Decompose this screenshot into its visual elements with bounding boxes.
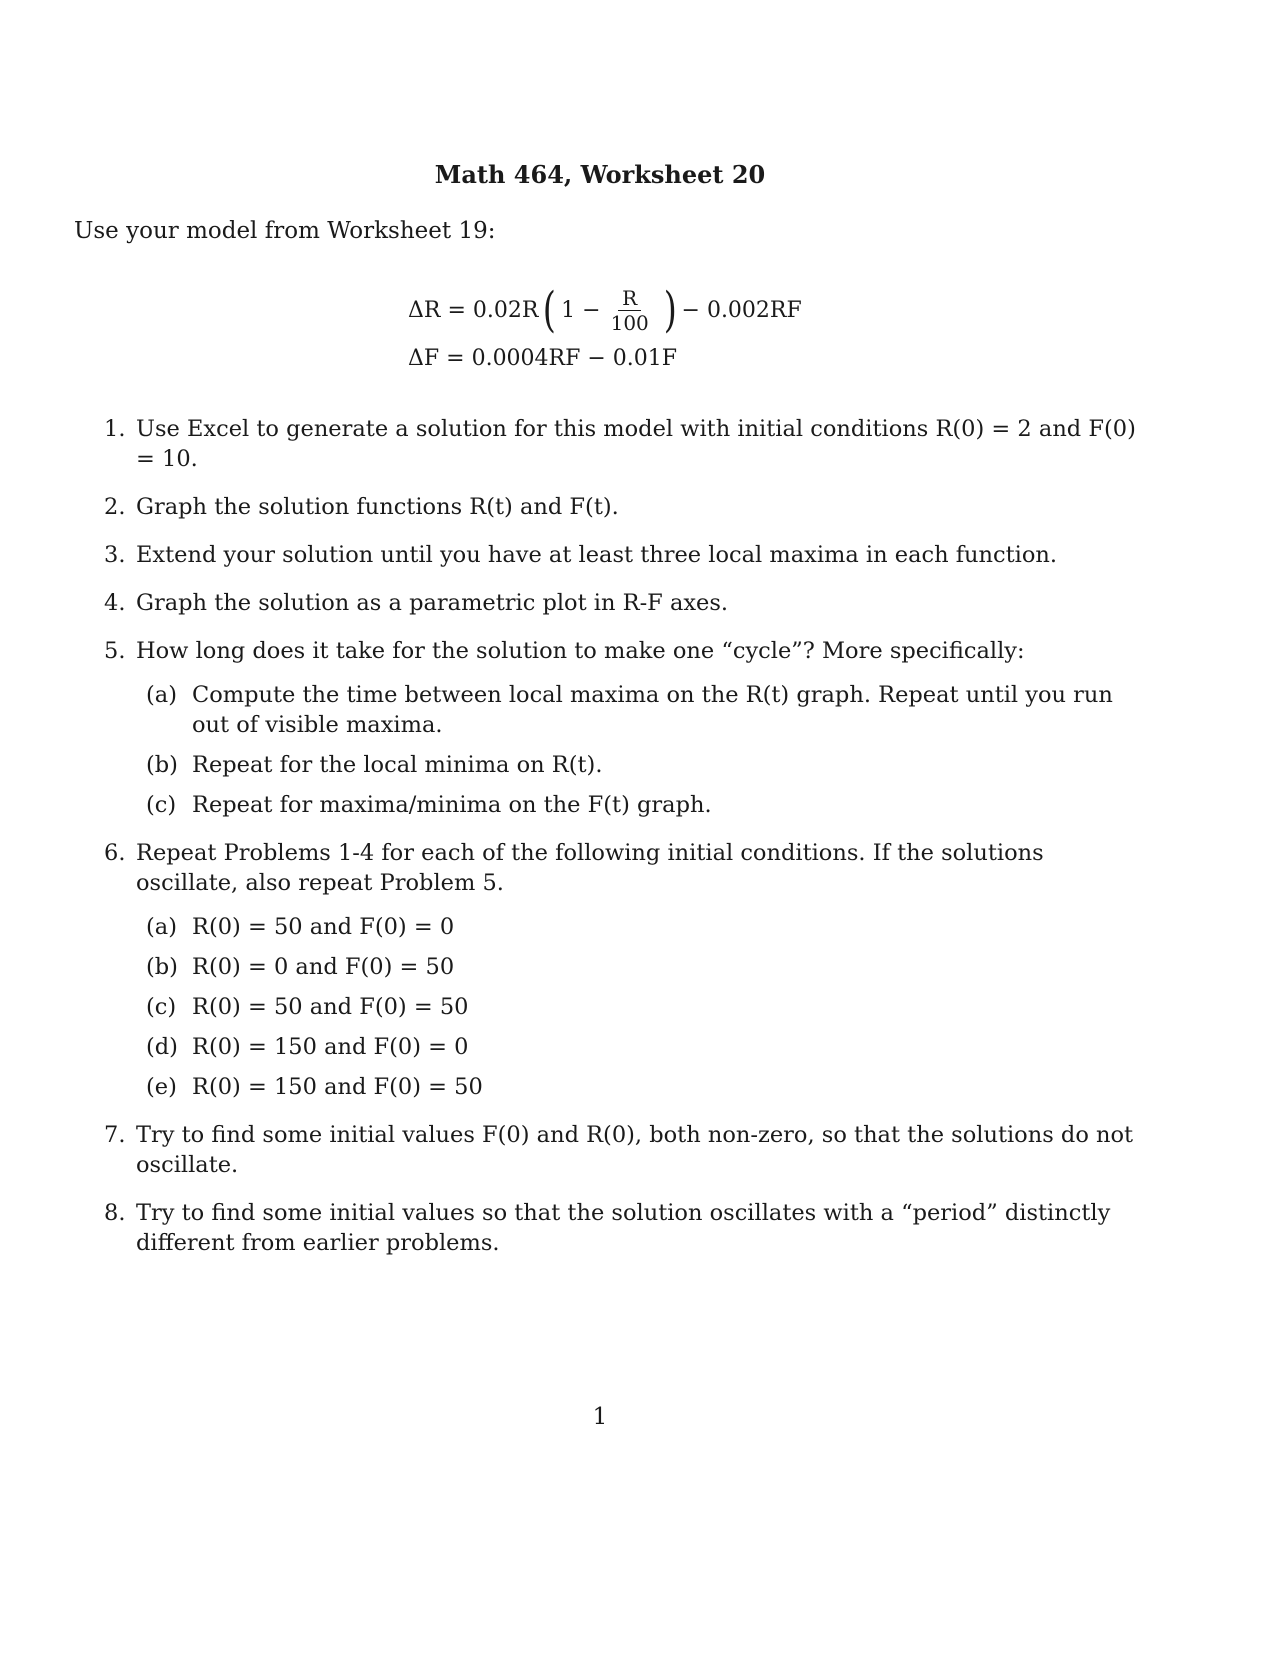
subproblem-item xyxy=(146,992,1136,1022)
subproblem-label: (a) xyxy=(146,914,177,940)
subproblem-item xyxy=(146,680,1136,740)
subproblem-text: Repeat for the local minima on R(t). xyxy=(192,752,603,778)
subproblem-label: (c) xyxy=(146,792,177,818)
fraction-numerator: R xyxy=(618,286,641,311)
problem-item xyxy=(104,1120,1136,1180)
subproblem-item xyxy=(146,912,1136,942)
problem-text: Use Excel to generate a solution for this model with initial conditions R(0) = 2 and F(0) = 10. xyxy=(136,416,1136,472)
subproblem-text: R(0) = 150 and F(0) = 50 xyxy=(192,1074,483,1100)
subproblem-item xyxy=(146,790,1136,820)
subproblem-text: R(0) = 50 and F(0) = 50 xyxy=(192,994,469,1020)
problem-number: 8. xyxy=(104,1200,126,1226)
subproblem-label: (b) xyxy=(146,954,178,980)
problem-text: Repeat Problems 1-4 for each of the following initial conditions. If the solutions oscillate, also repeat Problem 5. xyxy=(136,840,1044,896)
problem-number: 6. xyxy=(104,840,126,866)
problem-text: Graph the solution functions R(t) and F(t). xyxy=(136,494,619,520)
problem-number: 4. xyxy=(104,590,126,616)
problem-item xyxy=(104,540,1136,570)
problem-text: Graph the solution as a parametric plot in R-F axes. xyxy=(136,590,729,616)
eq1-right: − 0.002RF xyxy=(681,297,802,323)
problem-item xyxy=(104,636,1136,820)
problem-number: 7. xyxy=(104,1122,126,1148)
subproblem-text: Repeat for maxima/minima on the F(t) graph. xyxy=(192,792,712,818)
model-equations xyxy=(408,282,802,378)
subproblem-item xyxy=(146,750,1136,780)
subproblem-label: (e) xyxy=(146,1074,177,1100)
problem-item xyxy=(104,492,1136,522)
fraction-denominator: 100 xyxy=(610,310,649,335)
intro-text: Use your model from Worksheet 19: xyxy=(74,218,496,244)
problem-list xyxy=(104,414,1136,1276)
subproblem-item xyxy=(146,1032,1136,1062)
eq1-one-minus: 1 − xyxy=(561,297,601,323)
equation-delta-f xyxy=(408,338,802,378)
problem-text: Try to find some initial values so that the solution oscillates with a “period” distinctly different from earlier problems. xyxy=(136,1200,1111,1256)
problem-text: Extend your solution until you have at least three local maxima in each function. xyxy=(136,542,1058,568)
fraction xyxy=(607,286,653,335)
subproblem-text: R(0) = 150 and F(0) = 0 xyxy=(192,1034,469,1060)
problem-number: 5. xyxy=(104,638,126,664)
right-paren: ) xyxy=(663,282,677,338)
problem-item xyxy=(104,838,1136,1102)
subproblem-label: (a) xyxy=(146,682,177,708)
subproblem-item xyxy=(146,1072,1136,1102)
page-title: Math 464, Worksheet 20 xyxy=(434,160,766,189)
problem-number: 3. xyxy=(104,542,126,568)
subproblem-label: (b) xyxy=(146,752,178,778)
subproblem-text: Compute the time between local maxima on the R(t) graph. Repeat until you run out of visible maxima. xyxy=(192,682,1113,738)
eq1-left: ΔR = 0.02R xyxy=(408,297,539,323)
equation-delta-r xyxy=(408,282,802,338)
left-paren: ( xyxy=(543,282,557,338)
subproblem-text: R(0) = 50 and F(0) = 0 xyxy=(192,914,455,940)
problem-text: How long does it take for the solution to make one “cycle”? More specifically: xyxy=(136,638,1025,664)
page-number: 1 xyxy=(592,1404,608,1430)
subproblem-label: (c) xyxy=(146,994,177,1020)
subproblem-item xyxy=(146,952,1136,982)
subproblem-list xyxy=(146,912,1136,1102)
problem-item xyxy=(104,414,1136,474)
problem-number: 2. xyxy=(104,494,126,520)
problem-number: 1. xyxy=(104,416,126,442)
subproblem-text: R(0) = 0 and F(0) = 50 xyxy=(192,954,455,980)
problem-text: Try to find some initial values F(0) and R(0), both non-zero, so that the solutions do not oscillate. xyxy=(136,1122,1134,1178)
subproblem-list xyxy=(146,680,1136,820)
problem-item xyxy=(104,1198,1136,1258)
problem-item xyxy=(104,588,1136,618)
eq2-text: ΔF = 0.0004RF − 0.01F xyxy=(408,345,678,371)
subproblem-label: (d) xyxy=(146,1034,178,1060)
